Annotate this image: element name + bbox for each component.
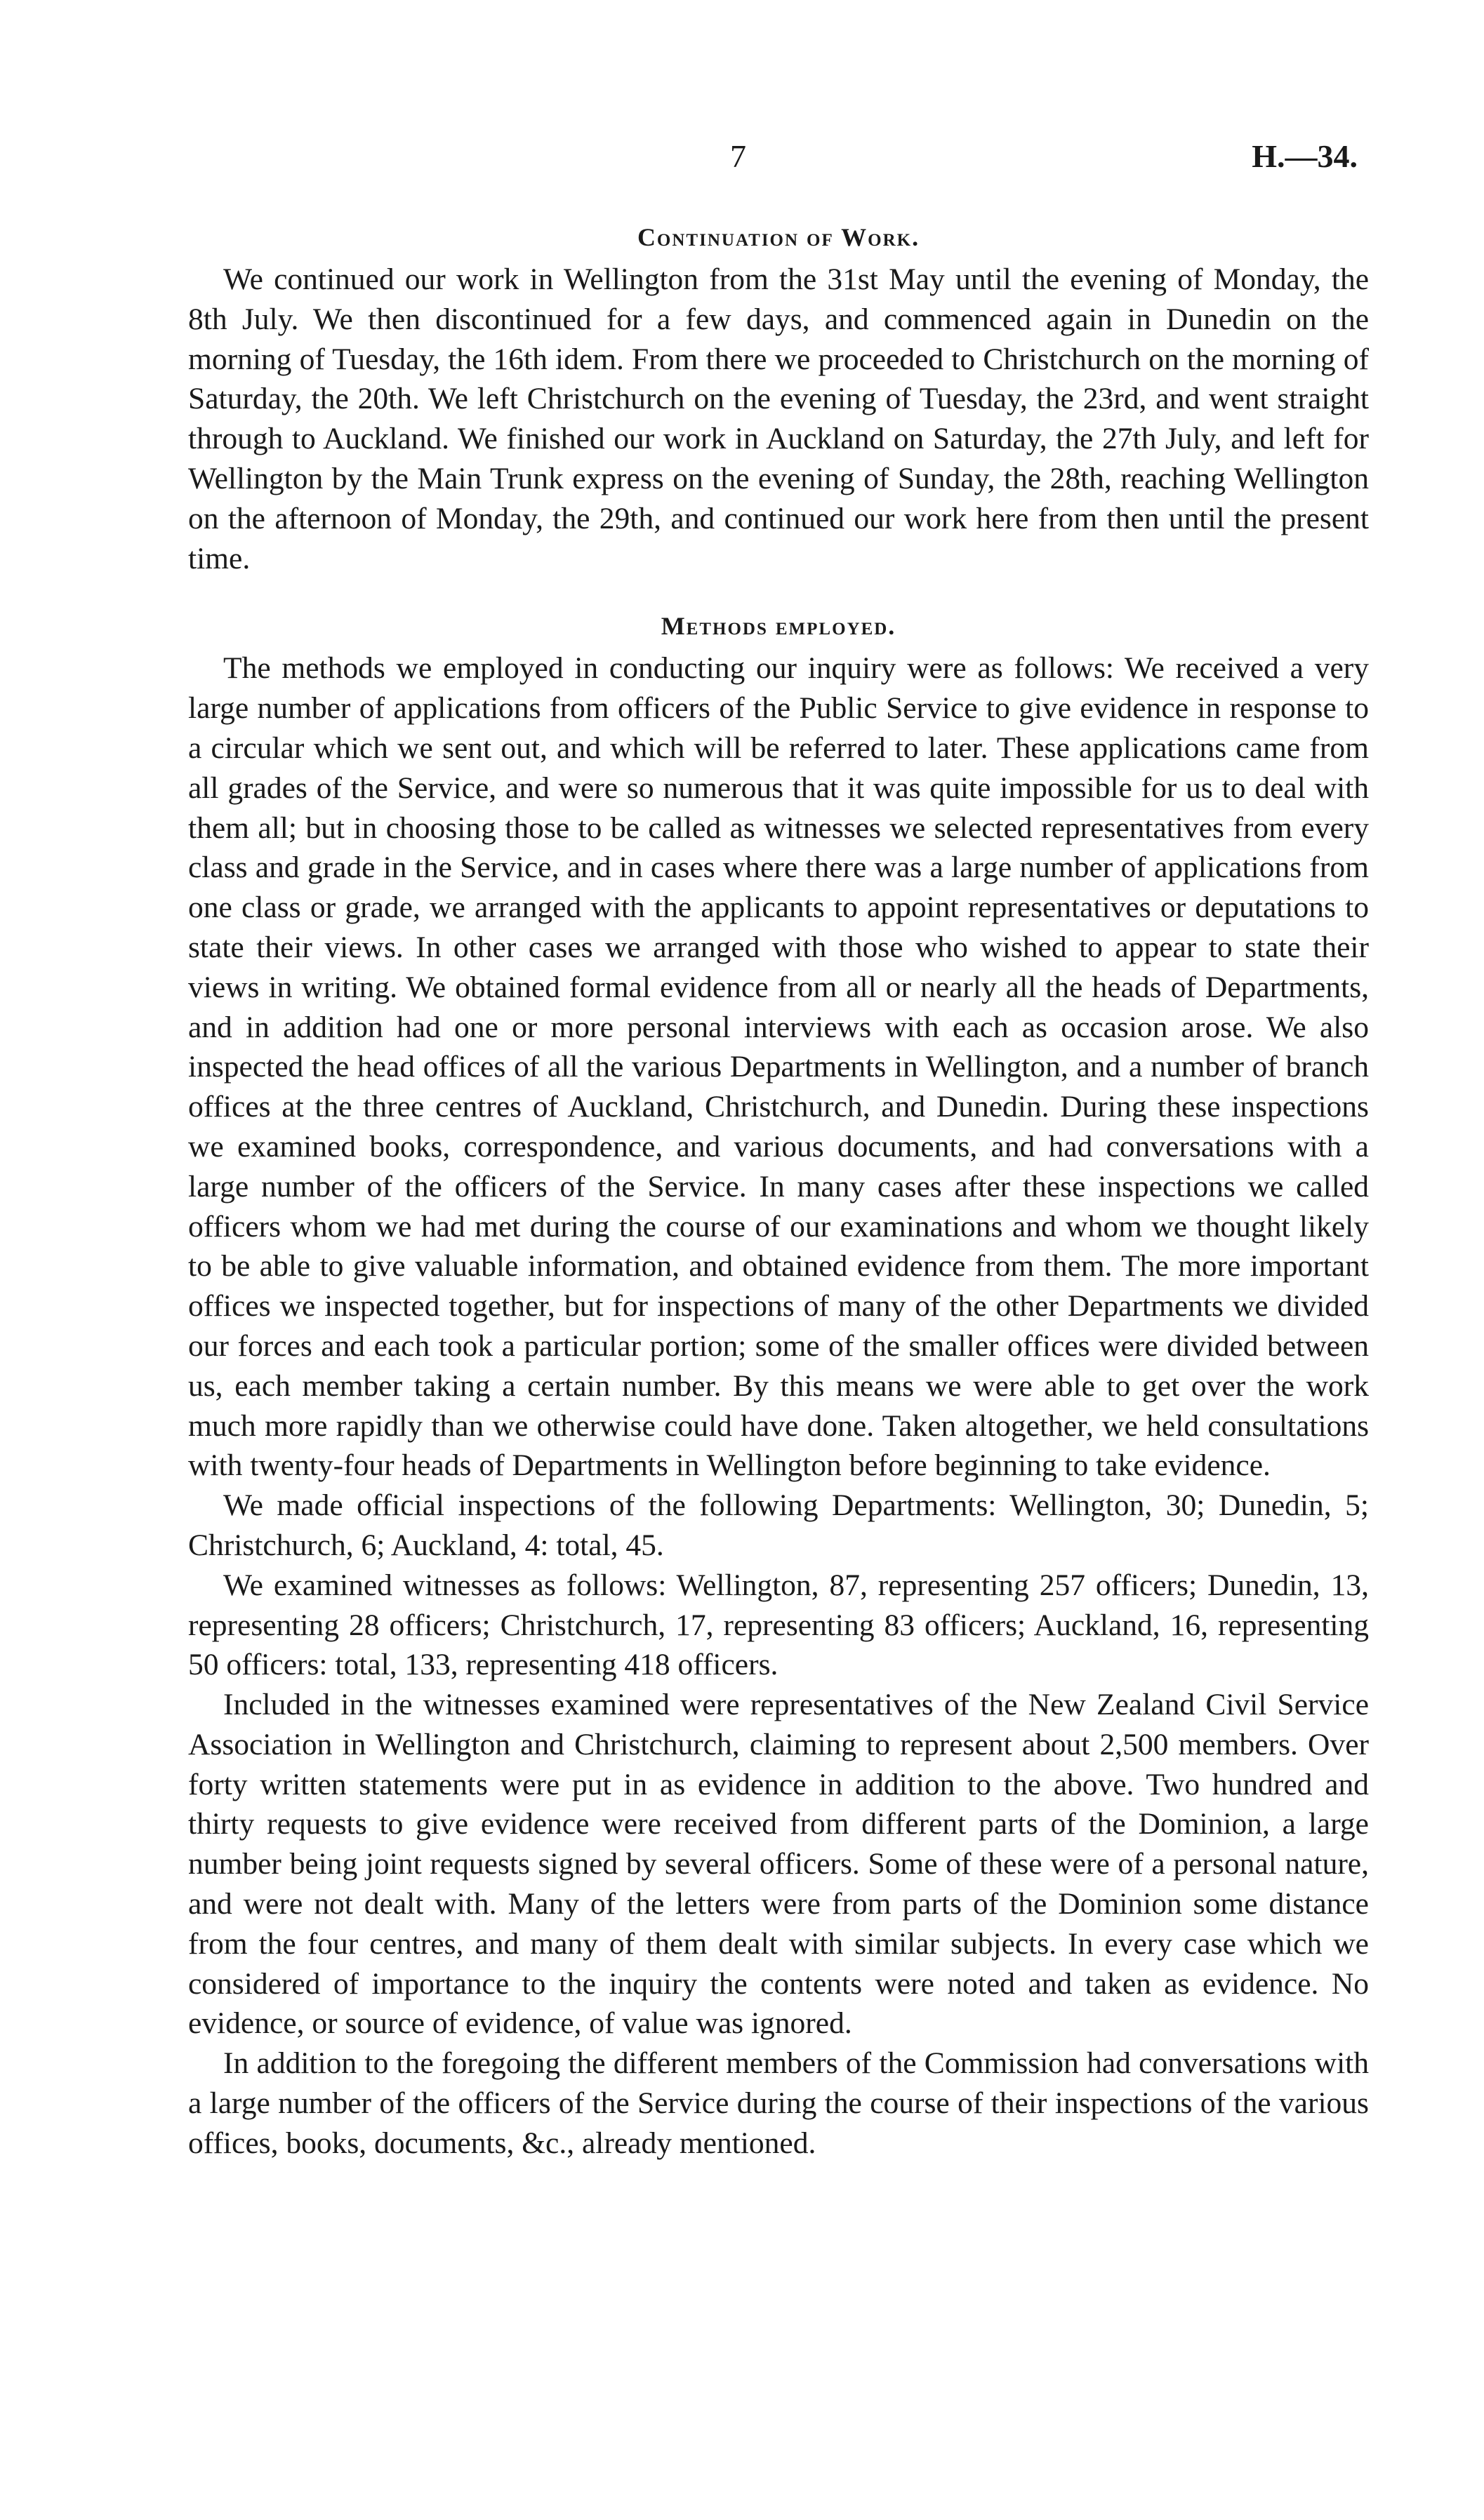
document-reference: H.—34.	[1252, 138, 1358, 174]
paragraph-continuation-of-work: We continued our work in Wellington from the 31st May until the evening of Monday, the 8th July. We then discontinued for a few days, and commenced again in Dunedin on the morning of Tuesday, the 16th idem. From there we proceeded to Christchurch on the morning of Saturday, the 20th. We left Christchurch on the evening of Tuesday, the 23rd, and went straight through to Auckland. We finished our work in Auckland on Saturday, the 27th July, and left for Wellington by the Main Trunk express on the evening of Sunday, the 28th, reaching Wellington on the afternoon of Monday, the 29th, and continued our work here from then until the present time.	[188, 262, 1369, 575]
paragraph-civil-service-association: Included in the witnesses examined were representatives of the New Zealand Civil Service Association in Wellington and Christchurch, claiming to represent about 2,500 members. Over forty written statements were put in as evidence in addition to the above. Two hundred and thirty requests to give evidence were received from different parts of the Dominion, a large number being joint requests signed by several officers. Some of these were of a personal nature, and were not dealt with. Many of the letters were from parts of the Dominion some distance from the four centres, and many of them dealt with similar subjects. In every case which we considered of importance to the inquiry the contents were noted and taken as evidence. No evidence, or source of evidence, of value was ignored.	[188, 1688, 1369, 2041]
paragraph-witnesses-examined: We examined witnesses as follows: Wellington, 87, representing 257 officers; Dunedin, 13, representing 28 officers; Christchurch, 17, representing 83 officers; Auckland, 16, representing 50 officers: total, 133, representing 418 officers.	[188, 1568, 1369, 1682]
paragraph-methods-overview: The methods we employed in conducting our inquiry were as follows: We received a very large number of applications from officers of the Public Service to give evidence in response to a circular which we sent out, and which will be referred to later. These applications came from all grades of the Service, and were so numerous that it was quite impossible for us to deal with them all; but in choosing those to be called as witnesses we selected representatives from every class and grade in the Service, and in cases where there was a large number of applications from one class or grade, we arranged with the applicants to appoint representatives or deputations to state their views. In other cases we arranged with those who wished to appear to state their views in writing. We obtained formal evidence from all or nearly all the heads of Departments, and in addition had one or more personal interviews with each as occasion arose. We also inspected the head offices of all the various Departments in Wellington, and a number of branch offices at the three centres of Auckland, Christchurch, and Dunedin. During these inspections we examined books, correspondence, and various documents, and had conversations with a large number of the officers of the Service. In many cases after these inspections we called officers whom we had met during the course of our examinations and whom we thought likely to be able to give valuable information, and obtained evidence from them. The more important offices we inspected together, but for inspections of many of the other Departments we divided our forces and each took a particular portion; some of the smaller offices were divided between us, each member taking a certain number. By this means we were able to get over the work much more rapidly than we otherwise could have done. Taken altogether, we held consultations with twenty-four heads of Departments in Wellington before beginning to take evidence.	[188, 651, 1369, 1483]
paragraph-official-inspections: We made official inspections of the following Departments: Wellington, 30; Dunedin, 5; Christchurch, 6; Auckland, 4: total, 45.	[188, 1488, 1369, 1562]
page-body	[188, 215, 1369, 2164]
section-heading-continuation-of-work: Continuation of Work.	[637, 223, 920, 251]
section-heading-methods-employed: Methods employed.	[661, 612, 896, 641]
page-number: 7	[730, 138, 746, 174]
paragraph-additional-conversations: In addition to the foregoing the different members of the Commission had conversations with a large number of the officers of the Service during the course of their inspections of the various offices, books, documents, &c., already mentioned.	[188, 2046, 1369, 2160]
page-header	[0, 138, 1484, 180]
